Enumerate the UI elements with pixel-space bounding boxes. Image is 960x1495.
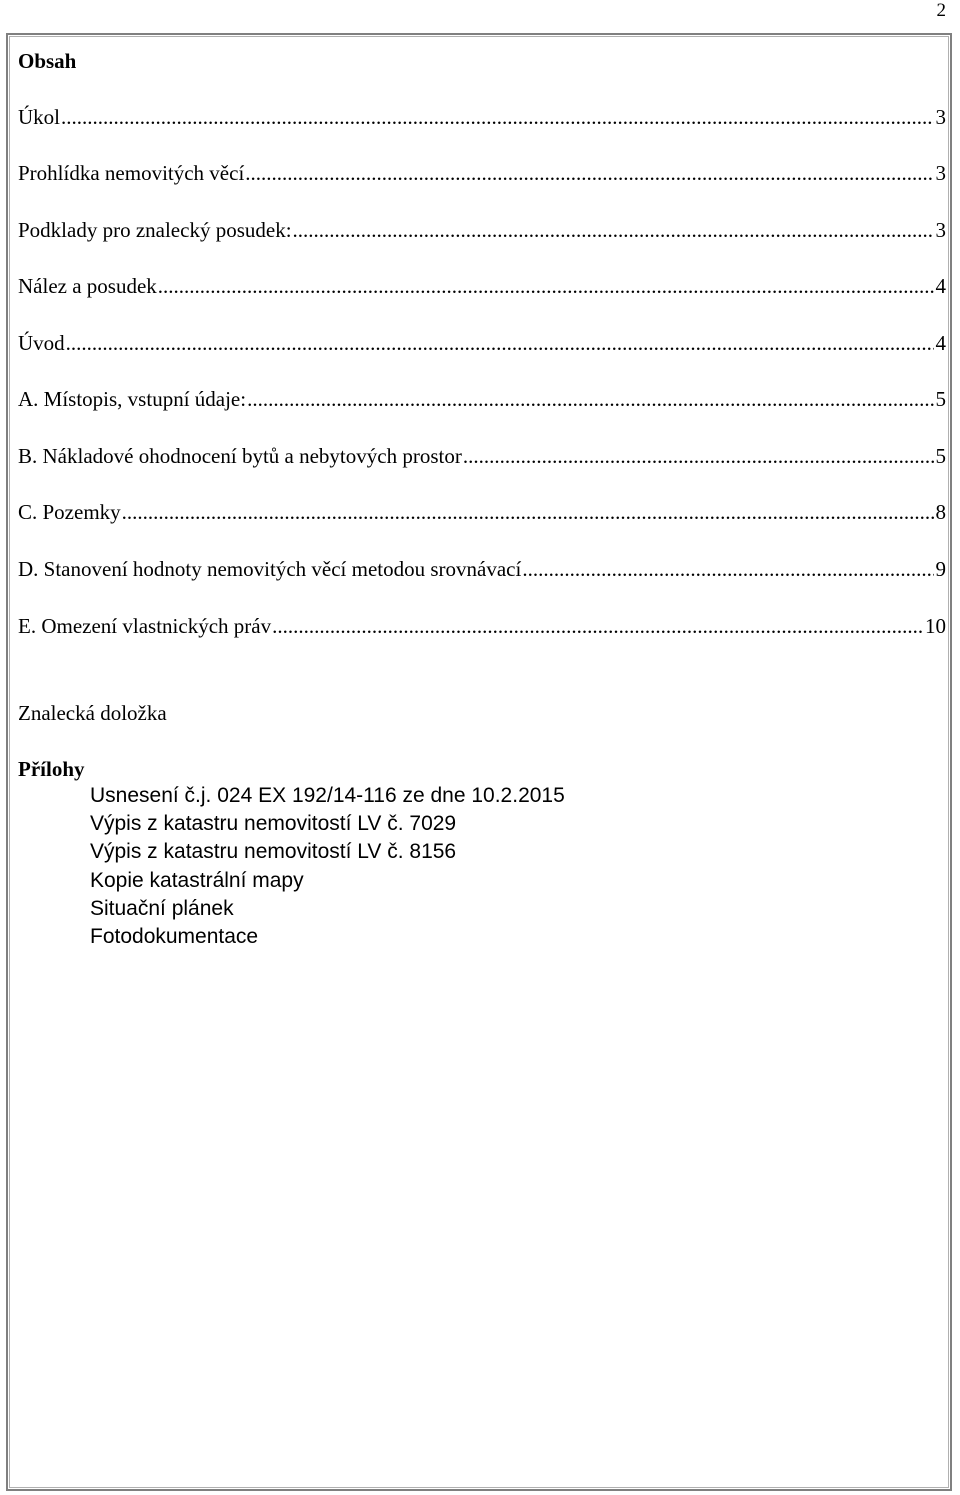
- toc-entry-label: Úkol: [18, 105, 60, 129]
- toc-entry-label: A. Místopis, vstupní údaje:: [18, 387, 247, 411]
- toc-leader-dots: [247, 386, 933, 412]
- toc-entry-nalez[interactable]: [18, 273, 946, 299]
- toc-leader-dots: [66, 330, 934, 356]
- toc-entry-page: 4: [935, 274, 946, 298]
- toc-entry-page: 4: [935, 331, 946, 355]
- toc-entry-page: 5: [935, 444, 946, 468]
- toc-entry-omezeni[interactable]: [18, 613, 946, 639]
- toc-entry-label: Prohlídka nemovitých věcí: [18, 161, 245, 185]
- toc-entry-label: Podklady pro znalecký posudek:: [18, 218, 292, 242]
- attachment-item: Situační plánek: [90, 897, 234, 920]
- attachment-item: Výpis z katastru nemovitostí LV č. 8156: [90, 840, 457, 863]
- attachments-title: Přílohy: [18, 757, 85, 781]
- toc-entry-page: 3: [935, 105, 946, 129]
- toc-leader-dots: [463, 443, 934, 469]
- toc-entry-label: Nález a posudek: [18, 274, 157, 298]
- page-frame-inner: [9, 36, 949, 1488]
- toc-entry-uvod[interactable]: [18, 330, 946, 356]
- toc-entry-pozemky[interactable]: [18, 499, 946, 525]
- toc-entry-page: 5: [935, 387, 946, 411]
- toc-entry-label: B. Nákladové ohodnocení bytů a nebytových prostor: [18, 444, 462, 468]
- toc-leader-dots: [245, 160, 933, 186]
- page-number: 2: [936, 0, 946, 21]
- toc-entry-page: 9: [935, 557, 946, 581]
- toc-entry-page: 3: [935, 161, 946, 185]
- toc-entry-page: 10: [925, 614, 946, 638]
- toc-entry-nakladove[interactable]: [18, 443, 946, 469]
- toc-entry-label: D. Stanovení hodnoty nemovitých věcí metodou srovnávací: [18, 557, 522, 581]
- page-frame: [6, 33, 952, 1491]
- toc-entry-label: Úvod: [18, 331, 65, 355]
- toc-title: Obsah: [18, 49, 77, 73]
- toc-entry-podklady[interactable]: [18, 217, 946, 243]
- toc-entry-page: 8: [935, 500, 946, 524]
- toc-entry-mistopis[interactable]: [18, 386, 946, 412]
- toc-entry-label: E. Omezení vlastnických práv: [18, 614, 272, 638]
- attachment-item: Výpis z katastru nemovitostí LV č. 7029: [90, 812, 457, 835]
- toc-entry-ukol[interactable]: [18, 104, 946, 130]
- toc-leader-dots: [122, 499, 934, 525]
- toc-leader-dots: [293, 217, 934, 243]
- attachment-item: Fotodokumentace: [90, 925, 259, 948]
- toc-entry-label: C. Pozemky: [18, 500, 121, 524]
- toc-leader-dots: [272, 613, 923, 639]
- attachment-item: Kopie katastrální mapy: [90, 869, 304, 892]
- toc-leader-dots: [61, 104, 934, 130]
- toc-entry-stanoveni[interactable]: [18, 556, 946, 582]
- toc-leader-dots: [522, 556, 933, 582]
- toc-entry-page: 3: [935, 218, 946, 242]
- expert-clause-heading: Znalecká doložka: [18, 701, 167, 725]
- attachment-item: Usnesení č.j. 024 EX 192/14-116 ze dne 10.2.2015: [90, 784, 565, 807]
- toc-leader-dots: [158, 273, 934, 299]
- toc-entry-prohlidka[interactable]: [18, 160, 946, 186]
